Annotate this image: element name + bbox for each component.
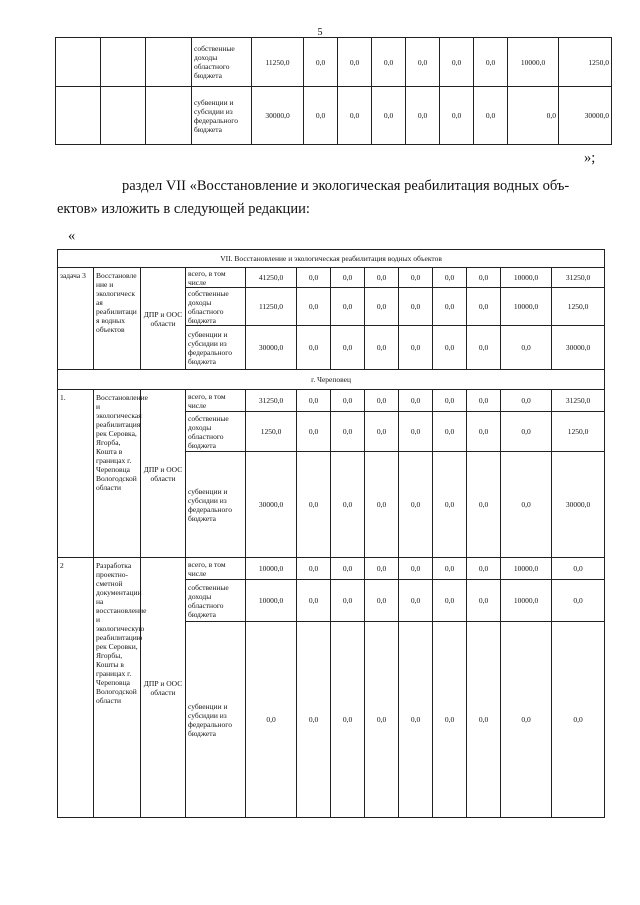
section-title-row bbox=[58, 250, 605, 268]
item-number: 1. bbox=[58, 390, 94, 558]
table-row: собственные доходы областного бюджета 11250,0 0,0 0,0 0,0 0,0 0,0 0,0 10000,0 1250,0 bbox=[56, 38, 612, 87]
task-name: Восстановление и экологическая реабилитация водных объектов bbox=[94, 268, 141, 370]
table-row: субвенции и субсидии из федерального бюджета 30000,0 0,0 0,0 0,0 0,0 0,0 0,0 0,0 30000,0 bbox=[58, 326, 605, 370]
funding-source-label: субвенции и субсидии из федерального бюджета bbox=[192, 87, 252, 145]
table-row: собственные доходы областного бюджета 10000,0 0,0 0,0 0,0 0,0 0,0 0,0 10000,0 0,0 bbox=[58, 580, 605, 622]
item-name: Разработка проектно-сметной документации на восстановление и экологическую реабилитацию рек Серовки, Ягорбы, Кошты в границах г. Череповца Вологодской области bbox=[94, 558, 141, 818]
item-executor: ДПР и ООС области bbox=[141, 558, 186, 818]
page-number: 5 bbox=[317, 27, 323, 38]
table-row: 1. Восстановление и экологическая реабилитация рек Серовка, Ягорба, Кошта в границах г. Череповца Вологодской области ДПР и ООС области всего, в том числе 31250,0 0,0 0,0 0,0 0,0 0,0 0,0 0,0 31250,0 bbox=[58, 390, 605, 412]
amendment-paragraph-line-2: ектов» изложить в следующей редакции: bbox=[57, 201, 310, 217]
city-heading-row bbox=[58, 370, 605, 390]
funding-source-label: собственные доходы областного бюджета bbox=[192, 38, 252, 87]
item-name: Восстановление и экологическая реабилитация рек Серовка, Ягорба, Кошта в границах г. Череповца Вологодской области bbox=[94, 390, 141, 558]
opening-quote: « bbox=[68, 228, 76, 244]
program-table bbox=[57, 249, 605, 818]
table-row: субвенции и субсидии из федерального бюджета 30000,0 0,0 0,0 0,0 0,0 0,0 0,0 0,0 30000,0 bbox=[58, 452, 605, 558]
amendment-paragraph-line-1: раздел VII «Восстановление и экологическая реабилитация водных объ- bbox=[122, 178, 570, 194]
table-row: 2 Разработка проектно-сметной документации на восстановление и экологическую реабилитацию рек Серовки, Ягорбы, Кошты в границах г. Череповца Вологодской области ДПР и ООС области всего, в том числе 10000,0 0,0 0,0 0,0 0,0 0,0 0,0 10000,0 0,0 bbox=[58, 558, 605, 580]
city-heading: г. Череповец bbox=[58, 370, 605, 390]
continuation-table bbox=[55, 37, 612, 145]
table-row: собственные доходы областного бюджета 1250,0 0,0 0,0 0,0 0,0 0,0 0,0 0,0 1250,0 bbox=[58, 412, 605, 452]
item-number: 2 bbox=[58, 558, 94, 818]
table-row: субвенции и субсидии из федерального бюджета 0,0 0,0 0,0 0,0 0,0 0,0 0,0 0,0 0,0 bbox=[58, 622, 605, 818]
item-executor: ДПР и ООС области bbox=[141, 390, 186, 558]
table-row: задача 3 Восстановление и экологическая реабилитация водных объектов ДПР и ООС области всего, в том числе 41250,0 0,0 0,0 0,0 0,0 0,0 0,0 10000,0 31250,0 bbox=[58, 268, 605, 288]
table-row: собственные доходы областного бюджета 11250,0 0,0 0,0 0,0 0,0 0,0 0,0 10000,0 1250,0 bbox=[58, 288, 605, 326]
section-title: VII. Восстановление и экологическая реабилитация водных объектов bbox=[58, 250, 605, 268]
task-number: задача 3 bbox=[58, 268, 94, 370]
task-executor: ДПР и ООС области bbox=[141, 268, 186, 370]
closing-quote: »; bbox=[584, 150, 596, 166]
table-row: субвенции и субсидии из федерального бюджета 30000,0 0,0 0,0 0,0 0,0 0,0 0,0 0,0 30000,0 bbox=[56, 87, 612, 145]
